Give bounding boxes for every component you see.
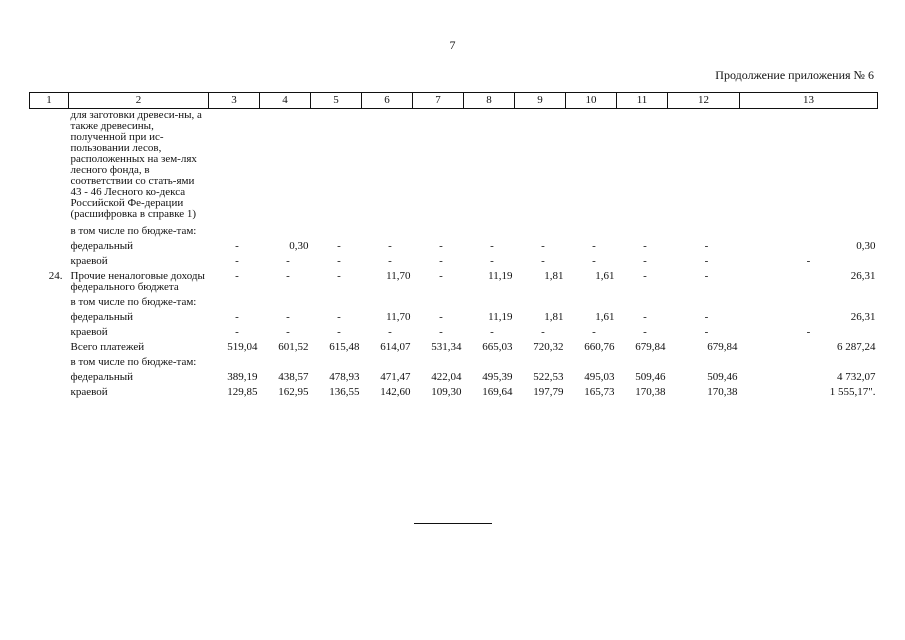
cell-value: 389,19 xyxy=(227,371,258,383)
cell-value: - xyxy=(704,240,709,252)
col-header: 11 xyxy=(617,93,668,109)
row-number xyxy=(30,355,69,370)
cell-value: - xyxy=(439,270,443,282)
cell-value xyxy=(311,355,362,370)
appendix-note: Продолжение приложения № 6 xyxy=(715,68,874,82)
cell-value: - xyxy=(286,311,290,323)
row-label: в том числе по бюдже-там: xyxy=(70,225,197,237)
cell-value xyxy=(668,355,740,370)
payments-table xyxy=(29,92,878,400)
cell-value: - xyxy=(541,326,545,338)
cell-value: 1,81 xyxy=(544,270,564,282)
cell-value: 197,79 xyxy=(533,386,564,398)
cell-value: - xyxy=(286,270,290,282)
cell-value: - xyxy=(490,240,494,252)
cell-value: 136,55 xyxy=(329,386,360,398)
cell-value xyxy=(260,355,311,370)
cell-total: 0,30 xyxy=(856,240,876,252)
cell-value: 615,48 xyxy=(329,341,360,353)
cell-value: - xyxy=(439,240,443,252)
col-header: 9 xyxy=(515,93,566,109)
table-row xyxy=(30,310,878,325)
cell-value xyxy=(617,295,668,310)
cell-value: 601,52 xyxy=(278,341,309,353)
cell-value: 509,46 xyxy=(707,371,738,383)
row-label: Прочие неналоговые доходы федерального бюджета xyxy=(70,270,205,293)
table-row xyxy=(30,370,878,385)
cell-value xyxy=(464,295,515,310)
cell-value: 162,95 xyxy=(278,386,309,398)
cell-total: - xyxy=(806,255,811,267)
col-header: 12 xyxy=(668,93,740,109)
cell-value: 11,19 xyxy=(488,311,513,323)
row-number xyxy=(30,385,69,400)
cell-value: 531,34 xyxy=(431,341,462,353)
table-row xyxy=(30,325,878,340)
cell-value xyxy=(209,295,260,310)
col-header: 8 xyxy=(464,93,515,109)
cell-value: - xyxy=(643,240,647,252)
cell-total: 6 287,24 xyxy=(837,341,876,353)
cell-value: - xyxy=(643,270,647,282)
cell-value: - xyxy=(337,255,341,267)
cell-value: 169,64 xyxy=(482,386,513,398)
cell-value: - xyxy=(704,311,709,323)
cell-value: 495,39 xyxy=(482,371,513,383)
cell-value: 1,61 xyxy=(595,270,615,282)
table-row xyxy=(30,295,878,310)
col-header: 13 xyxy=(740,93,878,109)
cell-value: - xyxy=(704,255,709,267)
col-header: 1 xyxy=(30,93,69,109)
row-number xyxy=(30,254,69,269)
cell-value xyxy=(413,295,464,310)
cell-value: - xyxy=(490,326,494,338)
cell-value: - xyxy=(337,311,341,323)
cell-value xyxy=(413,224,464,239)
cell-value xyxy=(668,224,740,239)
cell-value xyxy=(209,355,260,370)
cell-value xyxy=(515,224,566,239)
cell-value: 1,81 xyxy=(544,311,564,323)
cell-value: 679,84 xyxy=(635,341,666,353)
cell-value: 509,46 xyxy=(635,371,666,383)
cell-value xyxy=(311,295,362,310)
cell-value: 109,30 xyxy=(431,386,462,398)
cell-value xyxy=(617,355,668,370)
cell-value xyxy=(209,224,260,239)
cell-value: 519,04 xyxy=(227,341,258,353)
col-header: 6 xyxy=(362,93,413,109)
cell-value: 478,93 xyxy=(329,371,360,383)
cell-value: - xyxy=(235,311,239,323)
row-number xyxy=(30,325,69,340)
cell-value: - xyxy=(286,255,290,267)
cell-value xyxy=(566,224,617,239)
cell-total: 1 555,17". xyxy=(829,386,876,398)
cell-value: 614,07 xyxy=(380,341,411,353)
cell-value: - xyxy=(704,270,709,282)
footer-divider xyxy=(414,523,492,524)
table-row xyxy=(30,355,878,370)
cell-value: - xyxy=(337,270,341,282)
row-label: краевой xyxy=(70,386,108,398)
cell-value: - xyxy=(643,311,647,323)
table-row xyxy=(30,269,878,295)
cell-value xyxy=(260,295,311,310)
cell-value: 522,53 xyxy=(533,371,564,383)
cell-value xyxy=(515,355,566,370)
cell-value: - xyxy=(235,255,239,267)
cell-value: - xyxy=(388,240,392,252)
cell-value: - xyxy=(388,326,392,338)
cell-total: - xyxy=(806,326,811,338)
cell-value: 142,60 xyxy=(380,386,411,398)
cell-value xyxy=(260,224,311,239)
row-number xyxy=(30,340,69,355)
cell-value: - xyxy=(337,326,341,338)
row-label: федеральный xyxy=(70,240,133,252)
cell-value xyxy=(515,295,566,310)
cell-value xyxy=(311,224,362,239)
row-number xyxy=(30,370,69,385)
cell-value xyxy=(362,224,413,239)
row-label: краевой xyxy=(70,255,108,267)
cell-value: 720,32 xyxy=(533,341,564,353)
cell-total xyxy=(740,295,878,310)
table-row xyxy=(30,340,878,355)
table-row xyxy=(30,239,878,254)
cell-value: 11,70 xyxy=(386,270,411,282)
cell-value: - xyxy=(235,326,239,338)
cell-value: - xyxy=(592,255,596,267)
cell-value: - xyxy=(643,255,647,267)
cell-value xyxy=(362,295,413,310)
cell-value: 1,61 xyxy=(595,311,615,323)
cell-total: 4 732,07 xyxy=(837,371,876,383)
cell-value xyxy=(413,355,464,370)
col-header: 10 xyxy=(566,93,617,109)
row-number xyxy=(30,239,69,254)
row-number xyxy=(30,295,69,310)
cell-value: 165,73 xyxy=(584,386,615,398)
table-row xyxy=(30,254,878,269)
cell-value: 129,85 xyxy=(227,386,258,398)
cell-value: - xyxy=(643,326,647,338)
row-label: в том числе по бюдже-там: xyxy=(70,296,197,308)
header-row xyxy=(30,93,878,109)
cell-value: - xyxy=(235,240,239,252)
table-row xyxy=(30,224,878,239)
cell-value: 438,57 xyxy=(278,371,309,383)
table-row xyxy=(30,109,878,225)
cell-value xyxy=(464,224,515,239)
cell-total xyxy=(740,355,878,370)
cell-value xyxy=(617,224,668,239)
cell-total: 26,31 xyxy=(850,311,876,323)
cell-value: - xyxy=(439,311,443,323)
col-header: 3 xyxy=(209,93,260,109)
cell-total: 26,31 xyxy=(850,270,876,282)
cell-value xyxy=(668,295,740,310)
cell-value xyxy=(464,355,515,370)
continued-text: для заготовки древеси-ны, а также древесины, полученной при ис-пользовании лесов, расположенных на зем-лях лесного фонда, в соответствии со стать-ями 43 - 46 Лесного ко-декса Российской Фе-дерации (расшифровка в справке 1) xyxy=(70,109,202,220)
cell-value: - xyxy=(439,326,443,338)
row-label: федеральный xyxy=(70,371,133,383)
cell-value: - xyxy=(388,255,392,267)
cell-value: 170,38 xyxy=(707,386,738,398)
cell-value: 665,03 xyxy=(482,341,513,353)
col-header: 5 xyxy=(311,93,362,109)
cell-value: 495,03 xyxy=(584,371,615,383)
cell-value: - xyxy=(592,240,596,252)
row-label: краевой xyxy=(70,326,108,338)
col-header: 7 xyxy=(413,93,464,109)
cell-value: 660,76 xyxy=(584,341,615,353)
cell-value: 471,47 xyxy=(380,371,411,383)
cell-total xyxy=(740,224,878,239)
cell-value: - xyxy=(439,255,443,267)
cell-value: 422,04 xyxy=(431,371,462,383)
cell-value: 679,84 xyxy=(707,341,738,353)
cell-value: - xyxy=(541,240,545,252)
row-number xyxy=(30,310,69,325)
cell-value: - xyxy=(337,240,341,252)
row-label: Всего платежей xyxy=(70,341,145,353)
col-header: 4 xyxy=(260,93,311,109)
row-number xyxy=(30,224,69,239)
cell-value: - xyxy=(541,255,545,267)
cell-value: 170,38 xyxy=(635,386,666,398)
row-label: федеральный xyxy=(70,311,133,323)
cell-value: - xyxy=(704,326,709,338)
cell-value: - xyxy=(592,326,596,338)
cell-value xyxy=(566,295,617,310)
cell-value: 0,30 xyxy=(289,240,309,252)
cell-value: 11,19 xyxy=(488,270,513,282)
row-label: в том числе по бюдже-там: xyxy=(70,356,197,368)
row-number: 24. xyxy=(48,270,63,282)
table-row xyxy=(30,385,878,400)
cell-value: - xyxy=(490,255,494,267)
cell-value xyxy=(362,355,413,370)
cell-value: 11,70 xyxy=(386,311,411,323)
col-header: 2 xyxy=(69,93,209,109)
page-number: 7 xyxy=(449,38,456,52)
cell-value: - xyxy=(286,326,290,338)
cell-value: - xyxy=(235,270,239,282)
cell-value xyxy=(566,355,617,370)
